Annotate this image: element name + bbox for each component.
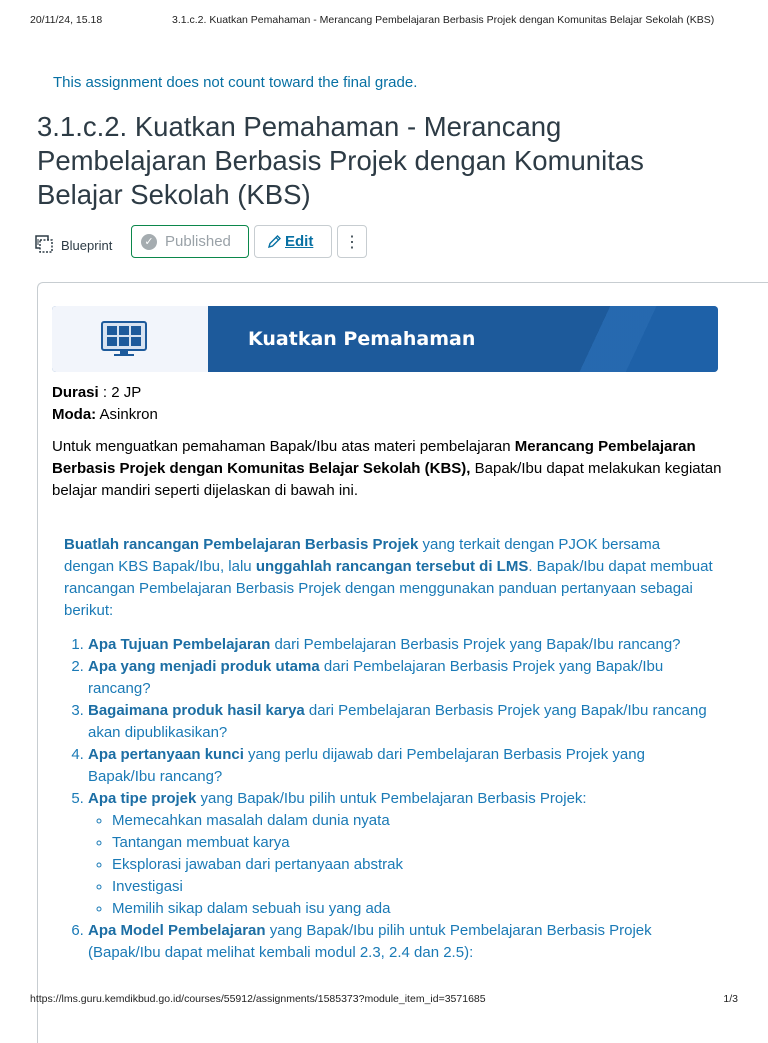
project-type-item: ◦ Memecahkan masalah dalam dunia nyata — [112, 810, 714, 832]
durasi-value: : 2 JP — [98, 384, 142, 401]
pencil-icon — [267, 234, 282, 249]
check-icon: ✓ — [141, 234, 157, 250]
more-options-button[interactable] — [337, 225, 367, 258]
banner-decoration — [518, 306, 718, 372]
kebab-icon: ⋮ — [344, 233, 360, 251]
list-item: 4. Apa pertanyaan kunci yang perlu dijawab dari Pembelajaran Berbasis Projek yang Bapak/Ibu rancang? — [88, 744, 714, 788]
blueprint-icon — [35, 235, 55, 255]
intro-bold: Merancang Pembelajaran Berbasis Projek dengan Komunitas Belajar Sekolah (KBS), — [52, 438, 696, 477]
list-item: 3. Bagaimana produk hasil karya dari Pembelajaran Berbasis Projek yang Bapak/Ibu rancang akan dipublikasikan? — [88, 700, 714, 744]
published-button[interactable] — [131, 225, 249, 258]
moda-row — [52, 404, 158, 426]
project-type-item: ◦ Eksplorasi jawaban dari pertanyaan abstrak — [112, 854, 714, 876]
moda-label: Moda: — [52, 406, 97, 423]
grade-notice: This assignment does not count toward the final grade. — [53, 74, 418, 91]
list-item: 5. Apa tipe projek yang Bapak/Ibu pilih untuk Pembelajaran Berbasis Projek: ◦ Memecahkan masalah dalam dunia nyata ◦ Tantangan membuat karya ◦ Eksplorasi jawaban dari pertanyaan abstrak ◦ Investigasi ◦ Memilih sikap dalam sebuah isu yang ada — [88, 788, 714, 920]
blueprint-label: Blueprint — [61, 237, 113, 253]
list-item: 2. Apa yang menjadi produk utama dari Pembelajaran Berbasis Projek yang Bapak/Ibu rancang? — [88, 656, 714, 700]
task-bold-1: Buatlah rancangan Pembelajaran Berbasis Projek — [64, 536, 419, 553]
banner-title: Kuatkan Pemahaman — [248, 328, 476, 350]
task-instructions — [64, 534, 714, 964]
moda-value: Asinkron — [96, 406, 158, 423]
task-paragraph — [64, 534, 714, 622]
print-doc-title: 3.1.c.2. Kuatkan Pemahaman - Merancang Pembelajaran Berbasis Projek dengan Komunitas Belajar Sekolah (KBS) — [172, 14, 715, 26]
task-text-2: . Bapak/Ibu dapat membuat rancangan Pembelajaran Berbasis Projek dengan menggunakan panduan pertanyaan sebagai berikut: — [64, 558, 713, 619]
section-banner — [52, 306, 718, 372]
intro-text-2: Bapak/Ibu dapat melakukan kegiatan belajar mandiri seperti dijelaskan di bawah ini. — [52, 460, 722, 499]
guide-questions-list — [64, 634, 714, 964]
video-conference-icon — [100, 320, 148, 358]
task-text-1: yang terkait dengan PJOK bersama dengan KBS Bapak/Ibu, lalu — [64, 536, 661, 575]
print-url: https://lms.guru.kemdikbud.go.id/courses/55912/assignments/1585373?module_item_id=3571685 — [30, 993, 486, 1005]
assignment-toolbar — [35, 225, 735, 261]
page-number: 1/3 — [723, 993, 738, 1005]
durasi-label: Durasi — [52, 384, 99, 401]
edit-label: Edit — [285, 233, 314, 250]
project-type-item: ◦ Memilih sikap dalam sebuah isu yang ada — [112, 898, 714, 920]
durasi-row — [52, 382, 158, 404]
published-label: Published — [165, 233, 231, 250]
list-item: 6. Apa Model Pembelajaran yang Bapak/Ibu pilih untuk Pembelajaran Berbasis Projek (Bapak/Ibu dapat melihat kembali modul 2.3, 2.4 dan 2.5): — [88, 920, 714, 964]
project-type-item: ◦ Tantangan membuat karya — [112, 832, 714, 854]
page-title: 3.1.c.2. Kuatkan Pemahaman - Merancang Pembelajaran Berbasis Projek dengan Komunitas Belajar Sekolah (KBS) — [37, 111, 644, 210]
intro-paragraph — [52, 436, 722, 502]
print-datetime: 20/11/24, 15.18 — [30, 14, 103, 26]
task-bold-2: unggahlah rancangan tersebut di LMS — [255, 558, 529, 575]
project-types-list — [88, 810, 714, 920]
banner-icon-panel — [52, 306, 208, 372]
blueprint-indicator — [35, 235, 112, 255]
intro-text-1: Untuk menguatkan pemahaman Bapak/Ibu atas materi pembelajaran — [52, 438, 515, 455]
list-item: 1. Apa Tujuan Pembelajaran dari Pembelajaran Berbasis Projek yang Bapak/Ibu rancang? — [88, 634, 714, 656]
project-type-item: ◦ Investigasi — [112, 876, 714, 898]
print-footer — [30, 993, 738, 1005]
assignment-meta — [52, 382, 158, 426]
edit-button[interactable] — [254, 225, 332, 258]
